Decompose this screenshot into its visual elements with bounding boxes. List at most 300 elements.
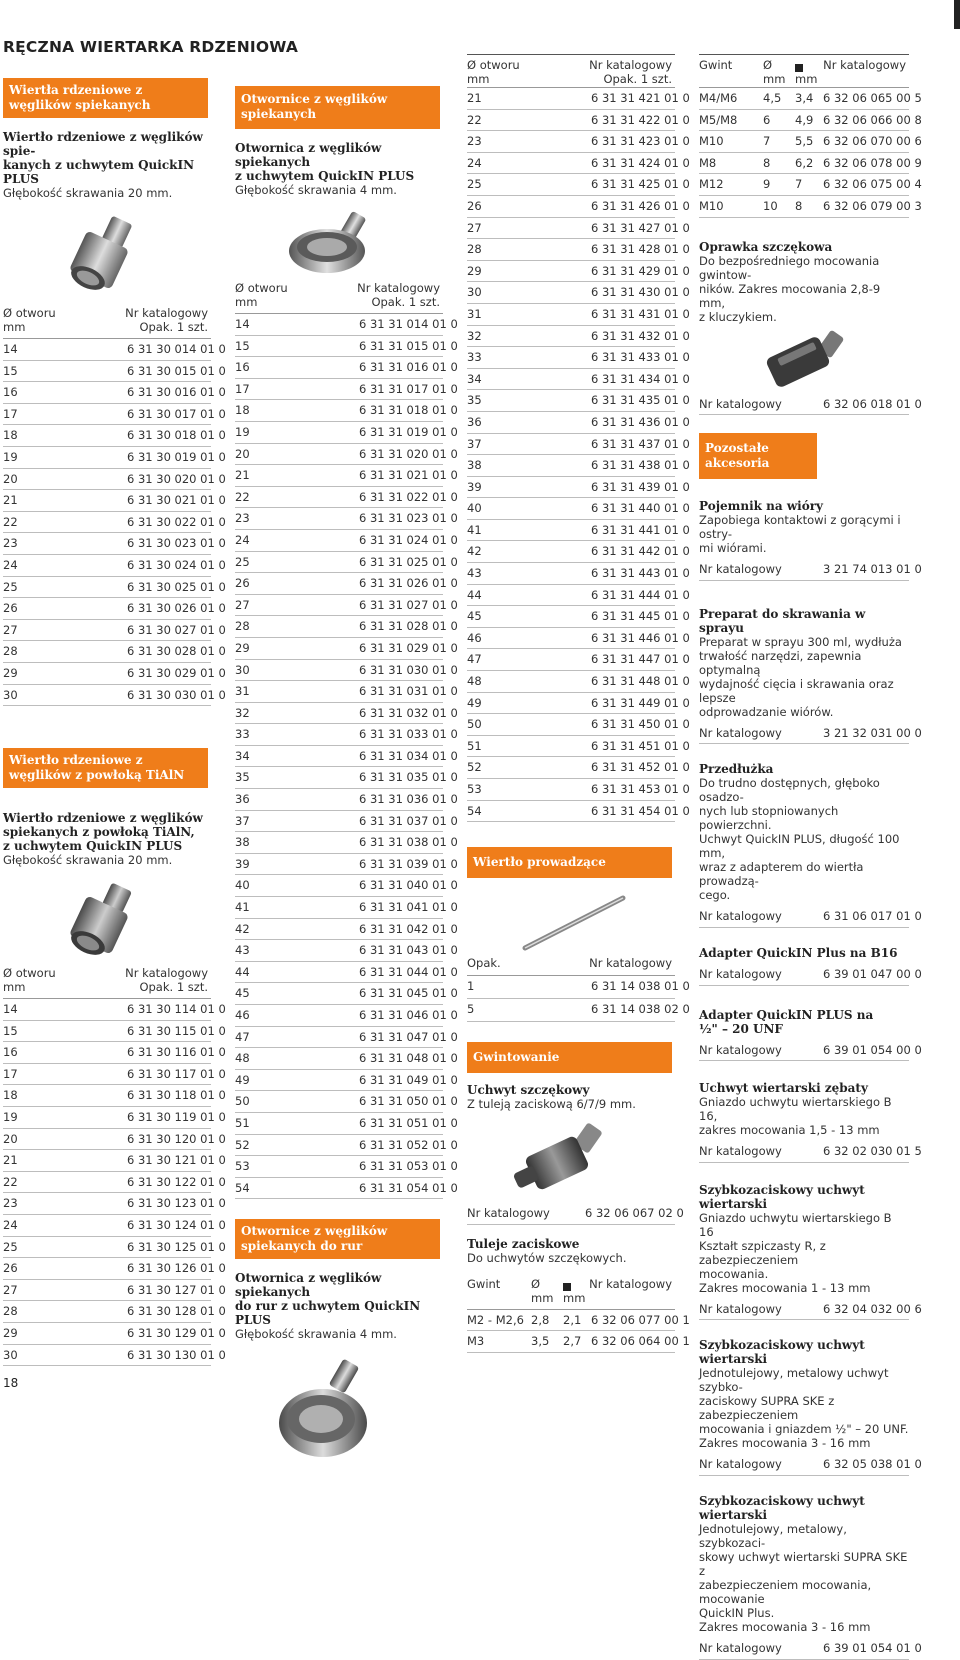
table-cell: 6 31 31 040 01 0 — [359, 878, 458, 893]
table-row — [467, 801, 690, 823]
table-cell: 19 — [3, 449, 18, 464]
table-row — [3, 1172, 226, 1194]
table-cell: 15 — [3, 363, 18, 378]
table-cell: 26 — [3, 601, 18, 616]
table-cell: 6 31 31 024 01 0 — [359, 532, 458, 547]
table-row — [3, 1150, 226, 1172]
table-row — [467, 520, 690, 542]
table-row — [467, 282, 690, 304]
table-cell: 51 — [235, 1115, 250, 1130]
table-cell: 6 31 30 021 01 0 — [127, 493, 226, 508]
accessory-catalog-row — [699, 1040, 922, 1062]
table-row — [3, 1258, 226, 1280]
table-cell: 5,5 — [795, 134, 814, 149]
accessory-desc: zakres mocowania 1,5 - 13 mm — [699, 1123, 880, 1138]
table-cell: 6 31 30 126 01 0 — [127, 1261, 226, 1276]
sleeves-desc: Do uchwytów szczękowych. — [467, 1250, 627, 1265]
cut-depth: Głębokość skrawania 4 mm. — [235, 183, 397, 197]
table-row — [235, 724, 458, 746]
table-cell: 41 — [467, 522, 482, 537]
table-row — [235, 465, 458, 487]
table-row — [235, 400, 458, 422]
table-cell: 22 — [467, 112, 482, 127]
table-cell: 6 31 30 124 01 0 — [127, 1218, 226, 1233]
table-cell: 2,1 — [563, 1312, 582, 1327]
table-cell: 31 — [235, 684, 250, 699]
table-row — [3, 1301, 226, 1323]
accessory-desc: mi wiórami. — [699, 541, 767, 556]
table-row — [235, 940, 458, 962]
table-cell: 6 31 31 045 01 0 — [359, 986, 458, 1001]
table-cell: 45 — [235, 986, 250, 1001]
product-description: Otwornica z węglików spiekanych do rur z uchwytem QuickIN PLUS — [235, 1271, 421, 1328]
accessory-desc: Do trudno dostępnych, głęboko osadzo- — [699, 776, 880, 805]
guide-table-header: Opak. Nr katalogowy — [467, 956, 675, 976]
table-cell: 37 — [467, 436, 482, 451]
table-cell: 6 31 30 019 01 0 — [127, 449, 226, 464]
table-row — [235, 530, 458, 552]
table-row — [235, 336, 458, 358]
table-cell: 33 — [467, 350, 482, 365]
accessory-title: Preparat do skrawania w sprayu — [699, 606, 866, 635]
page-number: 18 — [3, 1376, 19, 1390]
table-cell: 18 — [3, 428, 18, 443]
table-cell: 48 — [467, 674, 482, 689]
desc-line: kanych z uchwytem QuickIN PLUS — [3, 158, 195, 186]
table-cell: 9 — [763, 177, 771, 192]
guide-table — [467, 976, 690, 1022]
table-cell: 6 31 31 450 01 0 — [591, 717, 690, 732]
accessory-desc: Gniazdo uchwytu wiertarskiego B 16, — [699, 1095, 892, 1124]
table-row — [467, 757, 690, 779]
section-header-other-accessories: Pozostałe akcesoria — [699, 433, 817, 479]
section-header-threading: Gwintowanie — [467, 1042, 672, 1073]
table-cell: 6 31 31 038 01 0 — [359, 835, 458, 850]
table-cell: 42 — [235, 921, 250, 936]
table-cell: 32 — [467, 328, 482, 343]
table-cell: 6 31 30 127 01 0 — [127, 1282, 226, 1297]
table-cell: 3 21 32 031 00 0 — [823, 725, 922, 740]
catalog-table-4 — [467, 88, 690, 822]
table-row — [467, 88, 690, 110]
column-1 — [3, 78, 226, 1366]
table-cell: 36 — [467, 414, 482, 429]
accessory-desc: Uchwyt QuickIN PLUS, długość 100 mm, — [699, 832, 900, 861]
accessory-desc: trwałość narzędzi, zapewnia optymalną — [699, 648, 862, 677]
accessory-catalog-row — [699, 723, 922, 745]
table-row — [235, 314, 458, 336]
table-row — [235, 660, 458, 682]
table-cell: 39 — [235, 856, 250, 871]
cut-depth: Głębokość skrawania 20 mm. — [3, 186, 173, 200]
table-cell: 28 — [3, 1304, 18, 1319]
table-cell: M5/M8 — [699, 112, 738, 127]
tap-holder-image — [751, 330, 909, 392]
table-cell: 6 31 31 042 01 0 — [359, 921, 458, 936]
table-cell: 25 — [3, 1239, 18, 1254]
table-cell: 6 31 30 024 01 0 — [127, 557, 226, 572]
table-row — [699, 196, 922, 218]
table-row — [235, 854, 458, 876]
table-cell: 6 31 31 436 01 0 — [591, 414, 690, 429]
table-cell: 41 — [235, 900, 250, 915]
accessory-desc: Zapobiega kontaktowi z gorącymi i ostry- — [699, 513, 901, 542]
table-row — [3, 641, 226, 663]
table-cell: 23 — [3, 1196, 18, 1211]
table-cell: 6 31 31 422 01 0 — [591, 112, 690, 127]
table-cell: 6 31 30 027 01 0 — [127, 622, 226, 637]
table-row — [235, 379, 458, 401]
table-cell: 6 31 30 018 01 0 — [127, 428, 226, 443]
table-cell: 6 31 14 038 02 0 — [591, 1002, 690, 1017]
table-row — [3, 404, 226, 426]
table-cell: 6 31 31 034 01 0 — [359, 748, 458, 763]
accessory-item — [699, 945, 922, 986]
table-cell: 6 31 31 036 01 0 — [359, 792, 458, 807]
table-cell: 6 31 31 018 01 0 — [359, 403, 458, 418]
pipe-hole-saw-image — [273, 1357, 443, 1467]
table-cell: Nr katalogowy — [699, 1301, 782, 1316]
table-cell: M10 — [699, 198, 724, 213]
table-row — [3, 1021, 226, 1043]
table-cell: 17 — [3, 406, 18, 421]
table-cell: 38 — [235, 835, 250, 850]
accessory-desc: Zakres mocowania 3 - 16 mm — [699, 1436, 871, 1451]
table-cell: M4/M6 — [699, 91, 738, 105]
table-cell: 6 32 02 030 01 5 — [823, 1144, 922, 1159]
table-row — [3, 685, 226, 707]
table-cell: 25 — [3, 579, 18, 594]
table-row — [467, 736, 690, 758]
table-row — [467, 218, 690, 240]
table-row — [235, 638, 458, 660]
table-row — [3, 1064, 226, 1086]
table-header: Ø otworu mm Nr katalogowy Opak. 1 szt. — [3, 966, 211, 999]
table-cell: 52 — [235, 1137, 250, 1152]
table-cell: 6 31 31 432 01 0 — [591, 328, 690, 343]
chuck-catalog-row: Nr katalogowy 6 32 06 067 02 0 — [467, 1203, 675, 1225]
accessory-catalog-row — [699, 1141, 922, 1163]
table-cell: 16 — [3, 1045, 18, 1060]
table-cell: 6 31 31 020 01 0 — [359, 446, 458, 461]
accessory-desc: wydajność cięcia i skrawania oraz lepsze — [699, 676, 894, 705]
table-row — [467, 261, 690, 283]
table-cell: 50 — [235, 1094, 250, 1109]
accessory-desc: nych lub stopniowanych powierzchni. — [699, 804, 839, 833]
table-cell: 35 — [467, 393, 482, 408]
table-cell: 6 31 31 444 01 0 — [591, 587, 690, 602]
table-cell: 6 31 31 429 01 0 — [591, 263, 690, 278]
table-cell: 54 — [467, 803, 482, 818]
table-cell: 3 21 74 013 01 0 — [823, 562, 922, 577]
table-cell: 14 — [3, 1002, 18, 1017]
table-row — [3, 469, 226, 491]
table-row — [235, 1005, 458, 1027]
table-cell: 6 31 31 430 01 0 — [591, 285, 690, 300]
table-cell: Nr katalogowy — [699, 1144, 782, 1159]
table-cell: 6 31 31 427 01 0 — [591, 220, 690, 235]
accessory-item — [699, 762, 922, 928]
table-row — [467, 110, 690, 132]
table-row — [3, 598, 226, 620]
table-row — [235, 767, 458, 789]
accessory-desc: Kształt szpiczasty R, z zabezpieczeniem — [699, 1238, 826, 1267]
table-cell: Nr katalogowy — [699, 1640, 782, 1655]
table-row — [3, 490, 226, 512]
table-row — [467, 693, 690, 715]
table-cell: 6 31 30 119 01 0 — [127, 1110, 226, 1125]
table-cell: 26 — [467, 198, 482, 213]
table-cell: 6 31 31 448 01 0 — [591, 674, 690, 689]
table-cell: 6 31 30 017 01 0 — [127, 406, 226, 421]
section-header-carbide-core-drills: Wiertła rdzeniowe z węglików spiekanych — [3, 78, 208, 118]
table-row — [467, 239, 690, 261]
table-cell: 6 31 30 022 01 0 — [127, 514, 226, 529]
accessory-title: Przedłużka — [699, 762, 774, 777]
table-cell: M12 — [699, 177, 724, 192]
table-row — [467, 304, 690, 326]
table-cell: 20 — [3, 471, 18, 486]
table-cell: 6 31 31 437 01 0 — [591, 436, 690, 451]
table-cell: 18 — [3, 1088, 18, 1103]
table-cell: 30 — [3, 1347, 18, 1362]
table-cell: 24 — [3, 1218, 18, 1233]
table-cell: 6 31 30 030 01 0 — [127, 687, 226, 702]
table-row — [235, 919, 458, 941]
product-description: Wiertło rdzeniowe z węglików spiekanych z powłoką TiAlN, z uchwytem QuickIN PLUS — [3, 811, 203, 854]
table-row — [3, 1107, 226, 1129]
table-cell: 6 32 06 065 00 5 — [823, 91, 922, 105]
accessory-desc: Jednotulejowy, metalowy uchwyt szybko- — [699, 1366, 889, 1395]
table-cell: 22 — [235, 489, 250, 504]
table-row — [3, 577, 226, 599]
accessory-desc: Zakres mocowania 1 - 13 mm — [699, 1280, 871, 1295]
table-cell: 6 31 31 424 01 0 — [591, 155, 690, 170]
table-cell: 51 — [467, 738, 482, 753]
table-cell: 24 — [467, 155, 482, 170]
thread-table-2 — [699, 88, 922, 218]
table-cell: 21 — [3, 493, 18, 508]
table-cell: 6 31 30 115 01 0 — [127, 1023, 226, 1038]
table-row — [235, 703, 458, 725]
table-row — [235, 746, 458, 768]
accessory-desc: wraz z adapterem do wiertła prowadzą- — [699, 860, 864, 889]
table-cell: 6 31 31 029 01 0 — [359, 640, 458, 655]
table-cell: 6 31 30 130 01 0 — [127, 1347, 226, 1362]
table-cell: 6 31 31 423 01 0 — [591, 134, 690, 149]
table-cell: 43 — [235, 943, 250, 958]
table-row — [467, 1310, 690, 1332]
table-cell: 6 31 31 441 01 0 — [591, 522, 690, 537]
table-cell: 28 — [235, 619, 250, 634]
table-cell: 6 31 31 028 01 0 — [359, 619, 458, 634]
product-description — [3, 130, 211, 186]
accessory-title: Szybkozaciskowy uchwyt wiertarski — [699, 1338, 865, 1367]
table-cell: 20 — [3, 1131, 18, 1146]
table-cell: 16 — [3, 385, 18, 400]
table-row — [3, 361, 226, 383]
table-cell: 6 31 31 443 01 0 — [591, 566, 690, 581]
accessory-desc: odprowadzanie wiórów. — [699, 704, 834, 719]
table-cell: 6 31 31 426 01 0 — [591, 198, 690, 213]
table-cell: 15 — [235, 338, 250, 353]
table-cell: 27 — [467, 220, 482, 235]
table-row — [699, 131, 922, 153]
table-row — [235, 508, 458, 530]
table-cell: 20 — [235, 446, 250, 461]
table-cell: 6 31 30 122 01 0 — [127, 1174, 226, 1189]
table-row — [467, 412, 690, 434]
table-row — [3, 1193, 226, 1215]
table-cell: 49 — [235, 1072, 250, 1087]
table-cell: 6 31 30 123 01 0 — [127, 1196, 226, 1211]
table-cell: 6 32 06 079 00 3 — [823, 198, 922, 213]
table-cell: 30 — [467, 285, 482, 300]
table-cell: M3 — [467, 1334, 485, 1349]
table-cell: 6 31 30 020 01 0 — [127, 471, 226, 486]
table-cell: 6 31 31 051 01 0 — [359, 1115, 458, 1130]
table-cell: 6 31 30 120 01 0 — [127, 1131, 226, 1146]
table-cell: 47 — [235, 1029, 250, 1044]
table-cell: 50 — [467, 717, 482, 732]
table-cell: 10 — [763, 198, 778, 213]
table-cell: 34 — [235, 748, 250, 763]
table-row — [235, 1048, 458, 1070]
table-row — [467, 714, 690, 736]
table-cell: 21 — [3, 1153, 18, 1168]
table-row — [3, 620, 226, 642]
table-cell: 18 — [235, 403, 250, 418]
table-row — [235, 789, 458, 811]
table-cell: 4,5 — [763, 91, 782, 105]
table-row — [235, 444, 458, 466]
table-cell: 6 31 30 029 01 0 — [127, 665, 226, 680]
table-row — [235, 1113, 458, 1135]
table-row — [467, 999, 690, 1022]
table-row — [467, 671, 690, 693]
table-cell: 53 — [235, 1159, 250, 1174]
table-cell: 6 31 30 026 01 0 — [127, 601, 226, 616]
table-row — [3, 999, 226, 1021]
table-cell: 6 31 31 021 01 0 — [359, 468, 458, 483]
table-row — [467, 174, 690, 196]
table-cell: 6 31 31 044 01 0 — [359, 964, 458, 979]
table-cell: 28 — [467, 242, 482, 257]
accessory-desc: skowy uchwyt wiertarski SUPRA SKE z — [699, 1549, 908, 1578]
table-cell: 6 31 31 016 01 0 — [359, 360, 458, 375]
table-cell: 27 — [235, 597, 250, 612]
section-header-pilot-drill: Wiertło prowadzące — [467, 847, 672, 878]
accessory-item — [699, 499, 922, 581]
table-cell: M8 — [699, 155, 717, 170]
table-cell: 6 32 05 038 01 0 — [823, 1457, 922, 1472]
table-cell: 6 31 31 446 01 0 — [591, 630, 690, 645]
table-row — [3, 339, 226, 361]
table-cell: 6 31 31 054 01 0 — [359, 1180, 458, 1195]
table-cell: 26 — [235, 576, 250, 591]
table-cell: 6 31 30 128 01 0 — [127, 1304, 226, 1319]
table-row — [235, 616, 458, 638]
table-row — [3, 663, 226, 685]
table-cell: 25 — [235, 554, 250, 569]
table-row — [235, 832, 458, 854]
table-cell: 38 — [467, 458, 482, 473]
table-cell: 46 — [467, 630, 482, 645]
table-row — [235, 1156, 458, 1178]
table-row — [467, 498, 690, 520]
page-title: RĘCZNA WIERTARKA RDZENIOWA — [3, 38, 299, 56]
table-row — [699, 110, 922, 132]
accessory-desc: cego. — [699, 888, 731, 903]
table-header: Ø otworu mm Nr katalogowy Opak. 1 szt. — [3, 306, 211, 339]
table-cell: 27 — [3, 1282, 18, 1297]
table-cell: 21 — [235, 468, 250, 483]
accessory-item — [699, 1182, 922, 1321]
accessory-item — [699, 1007, 922, 1062]
table-row — [699, 174, 922, 196]
table-cell: 1 — [467, 979, 475, 994]
table-cell: 28 — [3, 644, 18, 659]
table-cell: 35 — [235, 770, 250, 785]
table-cell: 6 39 01 054 00 0 — [823, 1042, 922, 1057]
table-cell: 22 — [3, 1174, 18, 1189]
table-cell: 6 31 31 035 01 0 — [359, 770, 458, 785]
table-cell: 6 31 06 017 01 0 — [823, 909, 922, 924]
table-cell: 6 31 30 125 01 0 — [127, 1239, 226, 1254]
table-cell: 6 31 31 421 01 0 — [591, 91, 690, 105]
table-cell: 6 31 31 050 01 0 — [359, 1094, 458, 1109]
accessory-catalog-row — [699, 906, 922, 928]
table-cell: 6 31 31 039 01 0 — [359, 856, 458, 871]
accessory-item — [699, 1081, 922, 1163]
table-row — [235, 552, 458, 574]
table-cell: Nr katalogowy — [699, 725, 782, 740]
accessory-item — [699, 606, 922, 745]
table-row — [3, 1280, 226, 1302]
table-cell: 44 — [235, 964, 250, 979]
table-row — [3, 533, 226, 555]
accessory-title: Szybkozaciskowy uchwyt wiertarski — [699, 1182, 865, 1211]
table-cell: 40 — [467, 501, 482, 516]
table-cell: 47 — [467, 652, 482, 667]
accessory-catalog-row — [699, 964, 922, 986]
table-cell: 6 31 31 043 01 0 — [359, 943, 458, 958]
catalog-table-1 — [3, 339, 226, 706]
holder-title: Oprawka szczękowa — [699, 239, 833, 254]
table-row — [235, 357, 458, 379]
column-3 — [467, 54, 690, 1353]
table-cell: 2,8 — [531, 1312, 550, 1327]
table-cell: 5 — [467, 1002, 475, 1017]
table-cell: 6 31 31 026 01 0 — [359, 576, 458, 591]
table-cell: 6 31 31 025 01 0 — [359, 554, 458, 569]
table-cell: 25 — [467, 177, 482, 192]
jaw-chuck-image — [509, 1119, 675, 1199]
table-cell: 21 — [467, 91, 482, 105]
table-cell: 29 — [3, 1326, 18, 1340]
table-cell: 17 — [235, 381, 250, 396]
catalog-table-3 — [235, 314, 458, 1199]
core-drill-image — [58, 214, 211, 300]
table-cell: Nr katalogowy — [699, 1042, 782, 1057]
accessory-desc: QuickIN Plus. — [699, 1605, 775, 1620]
table-row — [3, 425, 226, 447]
table-cell: 14 — [235, 317, 250, 331]
holder-catalog-row: Nr katalogowy 6 32 06 018 01 0 — [699, 394, 909, 416]
table-cell: 40 — [235, 878, 250, 893]
table-row — [699, 88, 922, 110]
table-row — [235, 1070, 458, 1092]
